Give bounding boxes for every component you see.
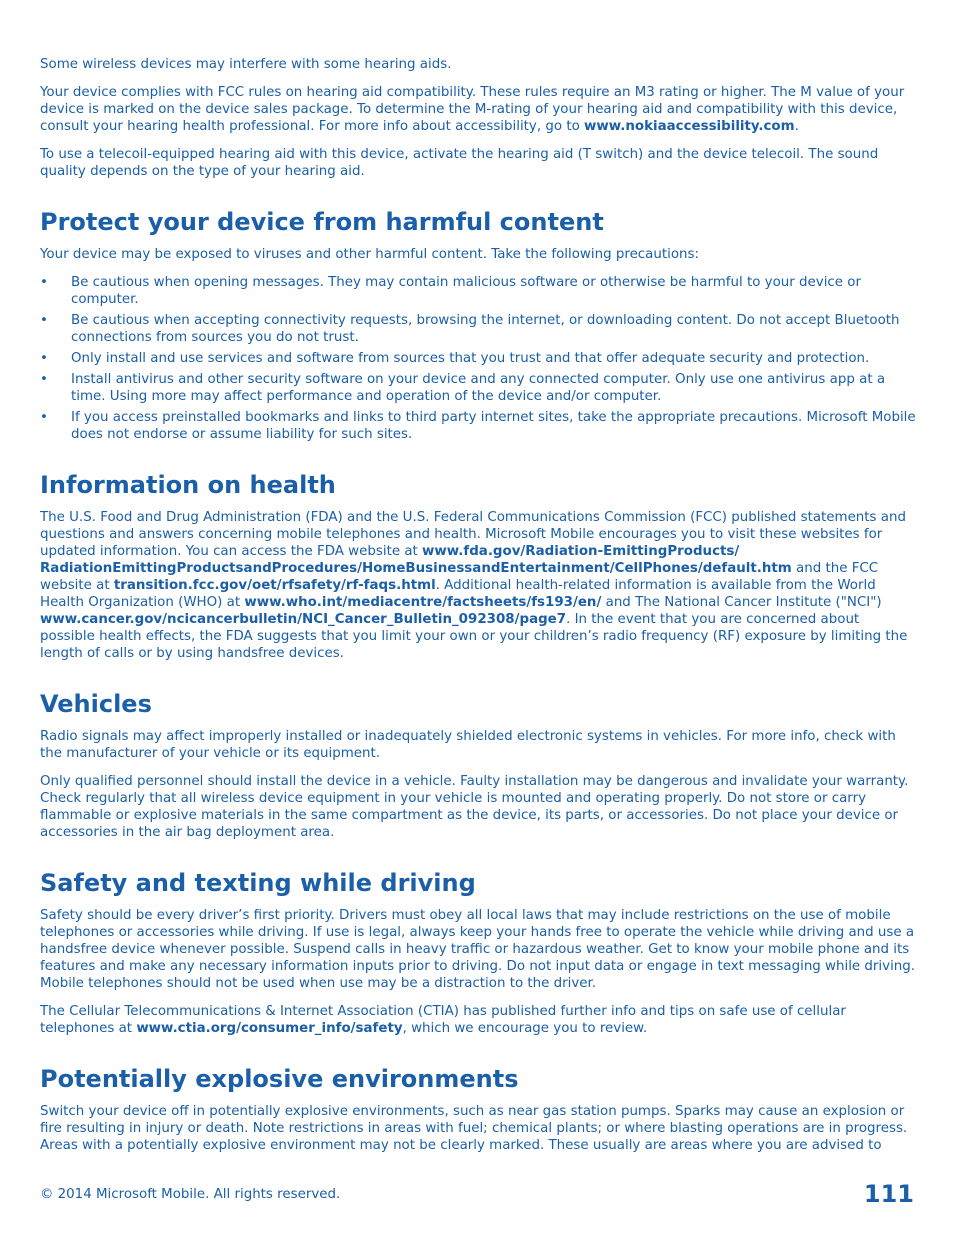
- protect-intro: Your device may be exposed to viruses and other harmful content. Take the following precautions:: [40, 247, 699, 262]
- intro-paragraph-3: To use a telecoil-equipped hearing aid with this device, activate the hearing aid (T switch) and the device telecoil. The sound quality depends on the type of your hearing aid.: [40, 147, 879, 179]
- list-item: [40, 371, 916, 405]
- list-item: [40, 274, 916, 308]
- vehicles-paragraph-2: Only qualified personnel should install the device in a vehicle. Faulty installation may be dangerous and invalidate your warranty. Check regularly that all wireless device equipment in your vehicle is mounted and operating properly. Do not store or carry flammable or explosive materials in the same compartment as the device, its parts, or accessories. Do not place your device or accessories in the air bag deployment area.: [40, 774, 909, 840]
- vehicles-paragraph-1: Radio signals may affect improperly installed or inadequately shielded electronic systems in vehicles. For more info, check with the manufacturer of your vehicle or its equipment.: [40, 729, 896, 761]
- fcc-link[interactable]: transition.fcc.gov/oet/rfsafety/rf-faqs.html: [113, 578, 436, 593]
- copyright-notice: © 2014 Microsoft Mobile. All rights reserved.: [40, 1187, 341, 1202]
- list-item-text: Only install and use services and software from sources that you trust and that offer adequate security and protection.: [71, 351, 870, 366]
- ctia-link[interactable]: www.ctia.org/consumer_info/safety: [136, 1021, 403, 1036]
- list-item: [40, 350, 916, 367]
- protect-heading: Protect your device from harmful content: [40, 208, 604, 236]
- health-text-4: and The National Cancer Institute ("NCI"): [601, 595, 882, 610]
- list-item-text: Be cautious when accepting connectivity requests, browsing the internet, or downloading content. Do not accept Bluetooth connections from sources you do not trust.: [71, 313, 900, 345]
- bullet: •: [40, 313, 48, 328]
- health-heading: Information on health: [40, 471, 336, 499]
- driving-paragraph-2: [40, 1003, 916, 1037]
- health-text-2: and the FCC website at: [40, 561, 879, 593]
- list-item-text: Install antivirus and other security software on your device and any connected computer. Only use one antivirus app at a time. Using more may affect performance and operation of the device and/or computer.: [71, 372, 886, 404]
- health-text-3: . Additional health-related information is available from the World Health Organization (WHO) at: [40, 578, 876, 610]
- vehicles-heading: Vehicles: [40, 690, 152, 718]
- bullet: •: [40, 372, 48, 387]
- list-item: [40, 312, 916, 346]
- intro-p2-text: Your device complies with FCC rules on hearing aid compatibility. These rules require an M3 rating or higher. The M value of your device is marked on the device sales package. To determine the M-rating of your hearing aid and compatibility with this device, consult your hearing health professional. For more info about accessibility, go to: [40, 85, 905, 134]
- explosive-paragraph-1: Switch your device off in potentially explosive environments, such as near gas station pumps. Sparks may cause an explosion or fire resulting in injury or death. Note restrictions in areas with fuel; chemical plants; or where blasting operations are in progress. Areas with a potentially explosive environment may not be clearly marked. These usually are areas where you are advised to: [40, 1104, 908, 1153]
- page-number: 111: [863, 1180, 914, 1208]
- driving-p2-text: The Cellular Telecommunications & Internet Association (CTIA) has published further info and tips on safe use of cellular telephones at: [40, 1004, 846, 1036]
- intro-paragraph-2: [40, 84, 916, 135]
- health-paragraph: [40, 509, 916, 662]
- list-item-text: If you access preinstalled bookmarks and links to third party internet sites, take the appropriate precautions. Microsoft Mobile does not endorse or assume liability for such sites.: [71, 410, 916, 442]
- bullet: •: [40, 275, 48, 290]
- nci-link[interactable]: www.cancer.gov/ncicancerbulletin/NCI_Cancer_Bulletin_092308/page7: [40, 612, 567, 627]
- document-page: [40, 56, 916, 1165]
- fda-link[interactable]: www.fda.gov/Radiation-EmittingProducts/ RadiationEmittingProductsandProcedures/HomeBusinessandEntertainment/CellPhones/default.htm: [40, 544, 792, 576]
- list-item: [40, 409, 916, 443]
- bullet: •: [40, 351, 48, 366]
- list-item-text: Be cautious when opening messages. They may contain malicious software or otherwise be harmful to your device or computer.: [71, 275, 861, 307]
- precautions-list: [40, 274, 916, 443]
- intro-paragraph-1: Some wireless devices may interfere with some hearing aids.: [40, 57, 452, 72]
- health-text-1: The U.S. Food and Drug Administration (FDA) and the U.S. Federal Communications Commission (FCC) published statements and questions and answers concerning mobile telephones and health. Microsoft Mobile encourages you to visit these websites for updated information. You can access the FDA website at: [40, 510, 906, 559]
- explosive-heading: Potentially explosive environments: [40, 1065, 519, 1093]
- nokia-accessibility-link[interactable]: www.nokiaaccessibility.com: [584, 119, 795, 134]
- intro-p2-end: .: [794, 119, 799, 134]
- driving-paragraph-1: Safety should be every driver’s first priority. Drivers must obey all local laws that may include restrictions on the use of mobile telephones or accessories while driving. If use is legal, always keep your hands free to operate the vehicle while driving and use a handsfree device whenever possible. Suspend calls in heavy traffic or hazardous weather. Get to know your mobile phone and its features and make any necessary information inputs prior to driving. Do not input data or engage in text messaging while driving. Mobile telephones should not be used when use may be a distraction to the driver.: [40, 908, 916, 991]
- driving-p2-end: , which we encourage you to review.: [402, 1021, 648, 1036]
- driving-heading: Safety and texting while driving: [40, 869, 476, 897]
- health-text-5: . In the event that you are concerned about possible health effects, the FDA suggests that you limit your own or your children’s radio frequency (RF) exposure by limiting the length of calls or by using handsfree devices.: [40, 612, 908, 661]
- who-link[interactable]: www.who.int/mediacentre/factsheets/fs193/en/: [244, 595, 602, 610]
- bullet: •: [40, 410, 48, 425]
